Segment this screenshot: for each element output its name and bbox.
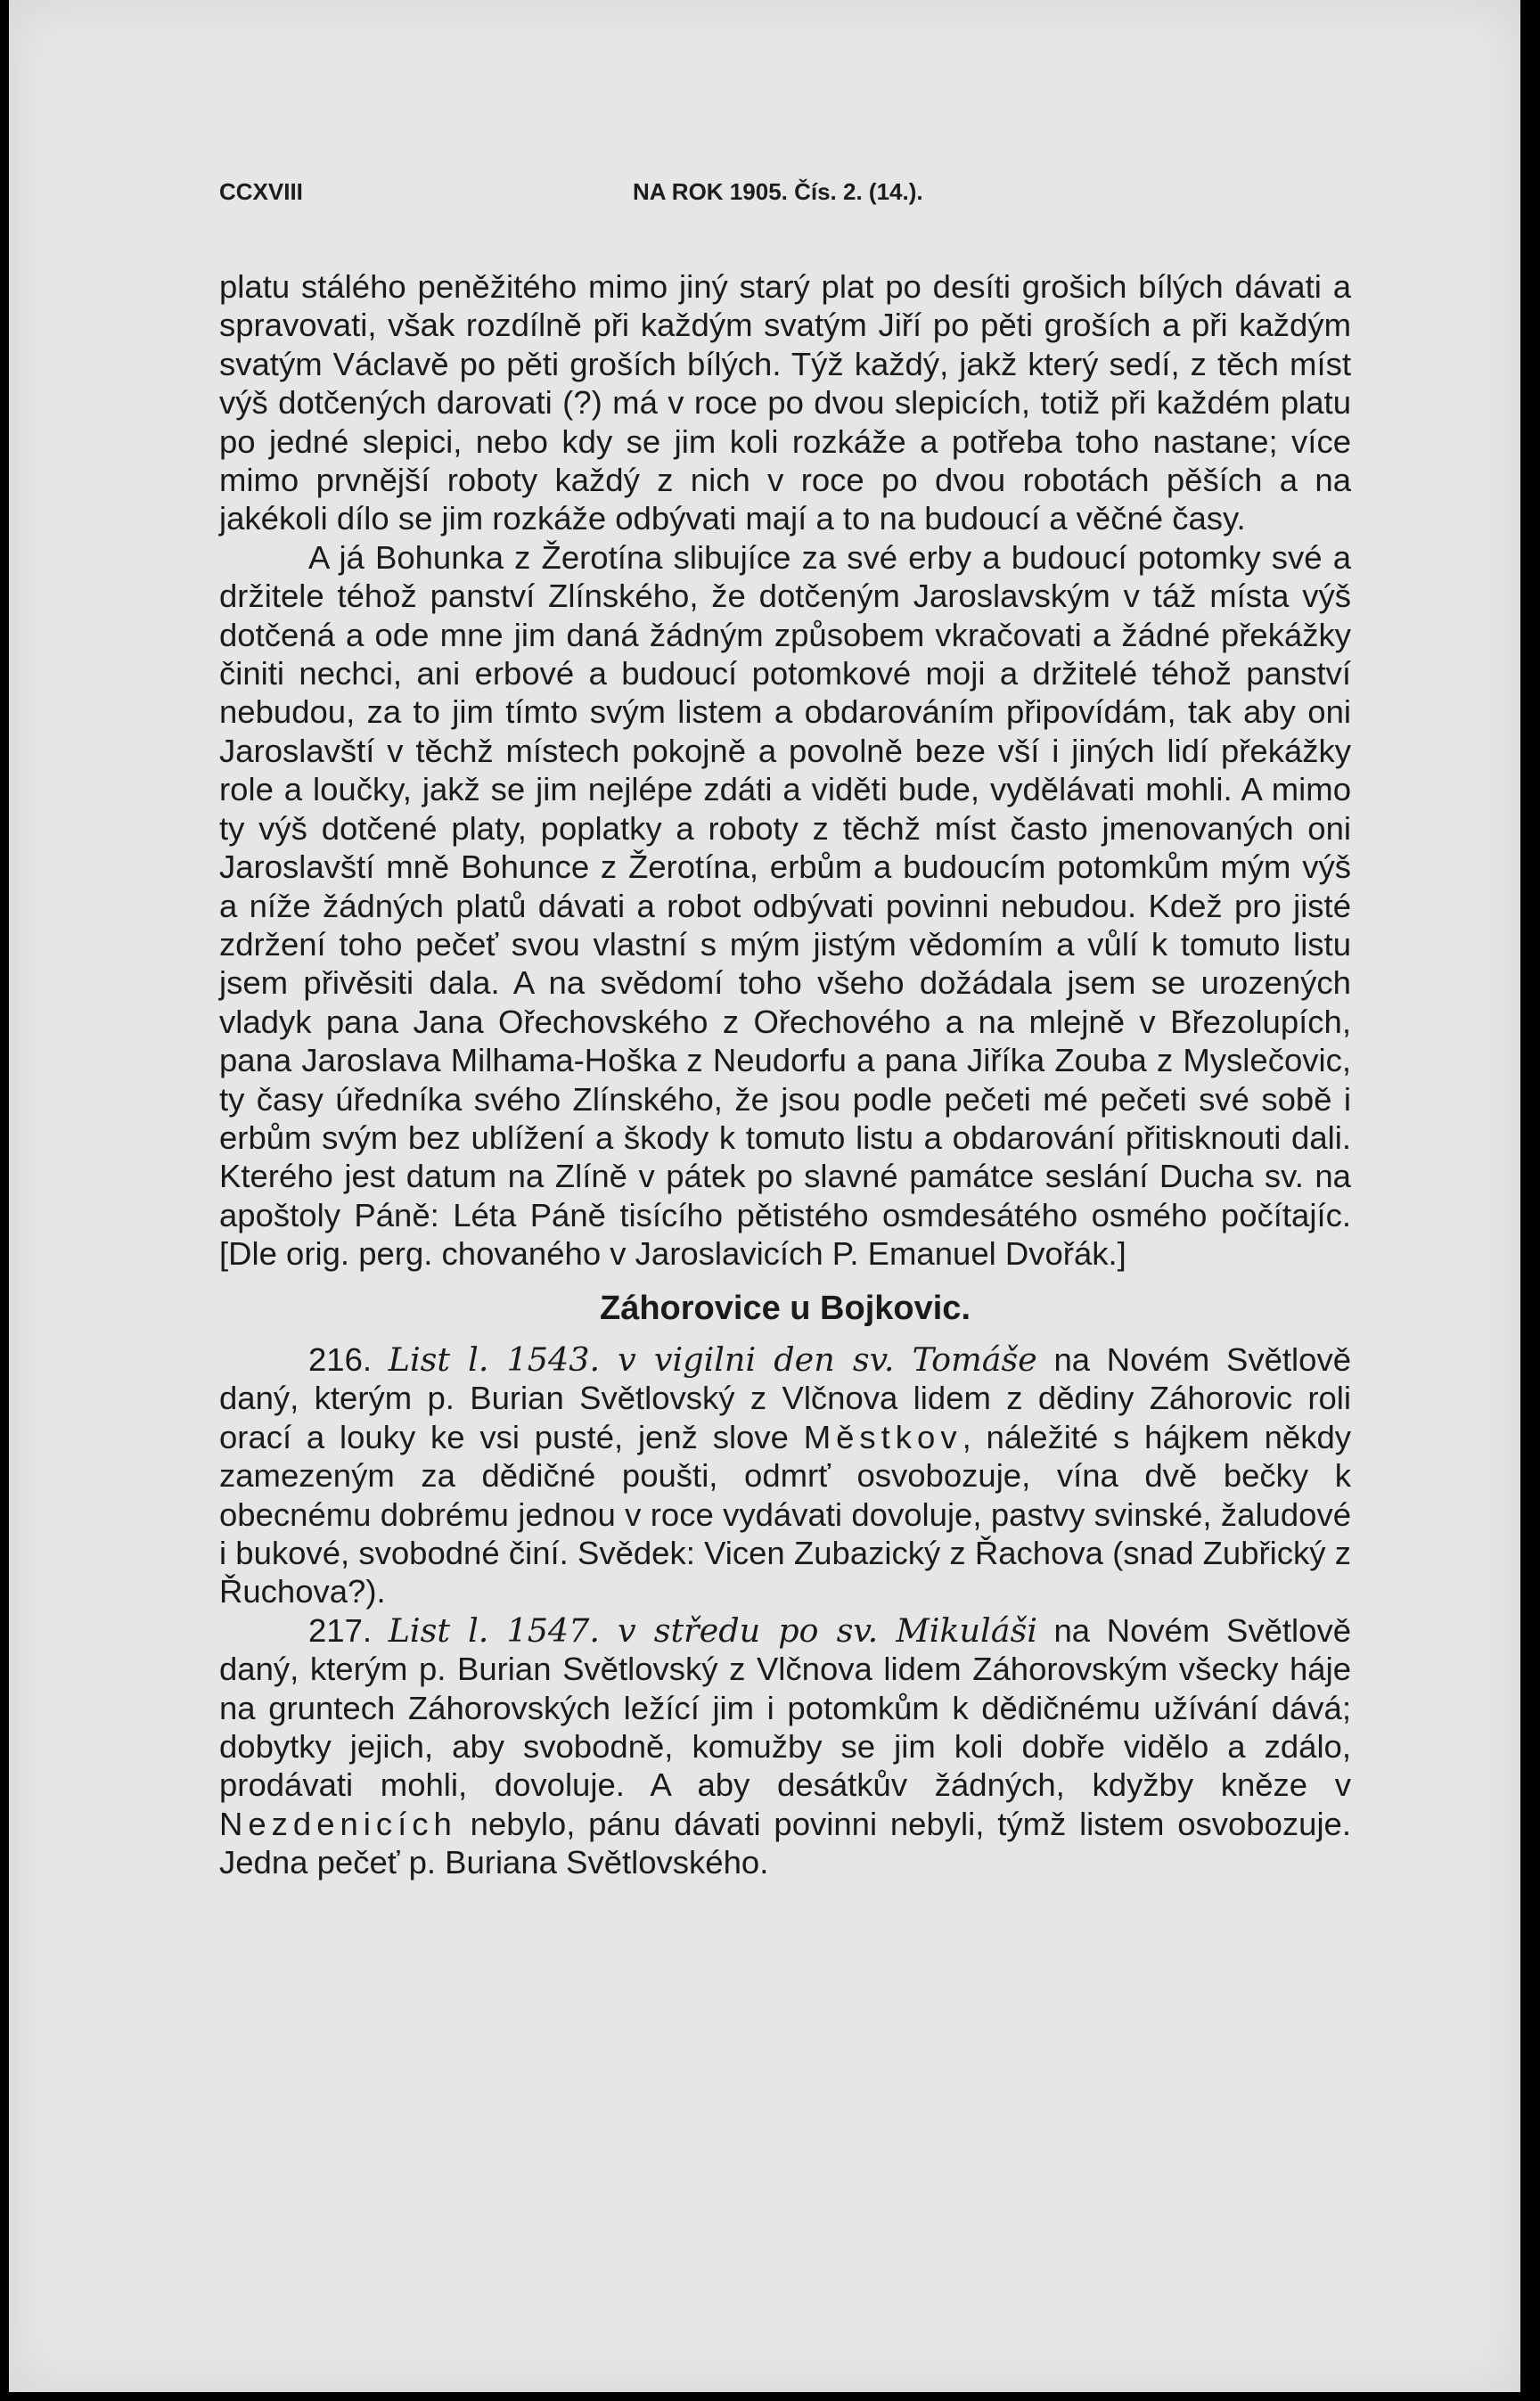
entry-217-fraktur: List l. 1547. v středu po sv. Mikuláši <box>388 1610 1037 1650</box>
entry-217-place: Nezdenicích <box>219 1805 457 1842</box>
entry-217-text-b: nebylo, pánu dávati povinni nebyli, týmž listem osvobozuje. Jedna pečeť p. Buriana Světlovského. <box>219 1805 1351 1881</box>
entry-217-number: 217. <box>308 1611 389 1649</box>
body-text <box>219 267 1351 1882</box>
entry-216 <box>219 1340 1351 1611</box>
page-number: CCXVIII <box>219 178 303 205</box>
paragraph-continuation: platu stálého peněžitého mimo jiný starý plat po desíti grošich bílých dávati a spravovati, však rozdílně při každým svatým Jiří po pěti groších a při každým svatým Václavě po pěti groších bílých. Týž každý, jakž který sedí, z těch míst výš dotčených darovati (?) má v roce po dvou slepicích, totiž při každém platu po jedné slepici, nebo kdy se jim koli rozkáže a potřeba toho nastane; více mimo prvnější roboty každý z nich v roce po dvou robotách pěších a na jakékoli dílo se jim rozkáže odbývati mají a to na budoucí a věčné časy. <box>219 268 1351 537</box>
section-heading: Záhorovice u Bojkovic. <box>600 1289 971 1327</box>
paragraph-bohunka: A já Bohunka z Žerotína slibujíce za své erby a budoucí potomky své a držitele téhož panství Zlínského, že dotčeným Jaroslavským v táž místa výš dotčená a ode mne jim daná žádným způsobem vkračovati a žádné překážky činiti nechci, ani erbové a budoucí potomkové moji a držitelé téhož panství nebudou, za to jim tímto svým listem a obdarováním připovídám, tak aby oni Jaroslavští v těchž místech pokojně a povolně beze vší i jiných lidí překážky role a loučky, jakž se jim nejlépe zdáti a viděti bude, vydělávati mohli. A mimo ty výš dotčené platy, poplatky a roboty z těchž míst často jmenovaných oni Jaroslavští mně Bohunce z Žerotína, erbům a budoucím potomkům mým výš a níže žádných platů dávati a robot odbývati povinni nebudou. Kdež pro jisté zdržení toho pečeť svou vlastní s mým jistým vědomím a vůlí k tomuto listu jsem přivěsiti dala. A na svědomí toho všeho dožádala jsem se urozených vladyk pana Jana Ořechovského z Ořechového a na mlejně v Březolupích, pana Jaroslava Milhama-Hoška z Neudorfu a pana Jiříka Zouba z Myslečovic, ty časy úředníka svého Zlínského, že jsou podle pečeti mé pečeti své sobě i erbům svým bez ublížení a škody k tomuto listu a obdarování přitisknouti dali. Kterého jest datum na Zlíně v pátek po slavné památce seslání Ducha sv. na apoštoly Páně: Léta Páně tisícího pětistého osmdesátého osmého počítajíc. [Dle orig. perg. chovaného v Jaroslavicích P. Emanuel Dvořák.] <box>219 538 1351 1273</box>
entry-217 <box>219 1611 1351 1882</box>
entry-216-text-a: na Novém Světlově daný, kterým p. Burian Světlovský z Vlčnova lidem z dědiny Záhorovic roli orací a louky ke vsi pusté, jenž slove <box>219 1340 1352 1455</box>
entry-216-text-b: , náležité s hájkem někdy zamezeným za dědičné poušti, odmrť osvobozuje, vína dvě bečky k obecnému dobrému jednou v roce vydávati dovoluje, pastvy svinské, žaludové i bukové, svobodné činí. Svědek: Vicen Zubazický z Řachova (snad Zubřický z Řuchova?). <box>219 1418 1351 1610</box>
entry-216-fraktur: List l. 1543. v vigilni den sv. Tomáše <box>388 1340 1037 1379</box>
entry-216-place: Městkov <box>803 1418 962 1455</box>
running-title: NA ROK 1905. Čís. 2. (14.). <box>633 178 923 205</box>
entry-216-number: 216. <box>308 1340 389 1378</box>
scanned-page <box>9 0 1520 2392</box>
entry-217-text-a: na Novém Světlově daný, kterým p. Burian Světlovský z Vlčnova lidem Záhorovským všecky háje na gruntech Záhorovských ležící jim i potomkům k dědičnému užívání dává; dobytky jejich, aby svobodně, komužby se jim koli dobře vidělo a zdálo, prodávati mohli, dovoluje. A aby desátkův žádných, kdyžby kněze v <box>219 1611 1351 1804</box>
